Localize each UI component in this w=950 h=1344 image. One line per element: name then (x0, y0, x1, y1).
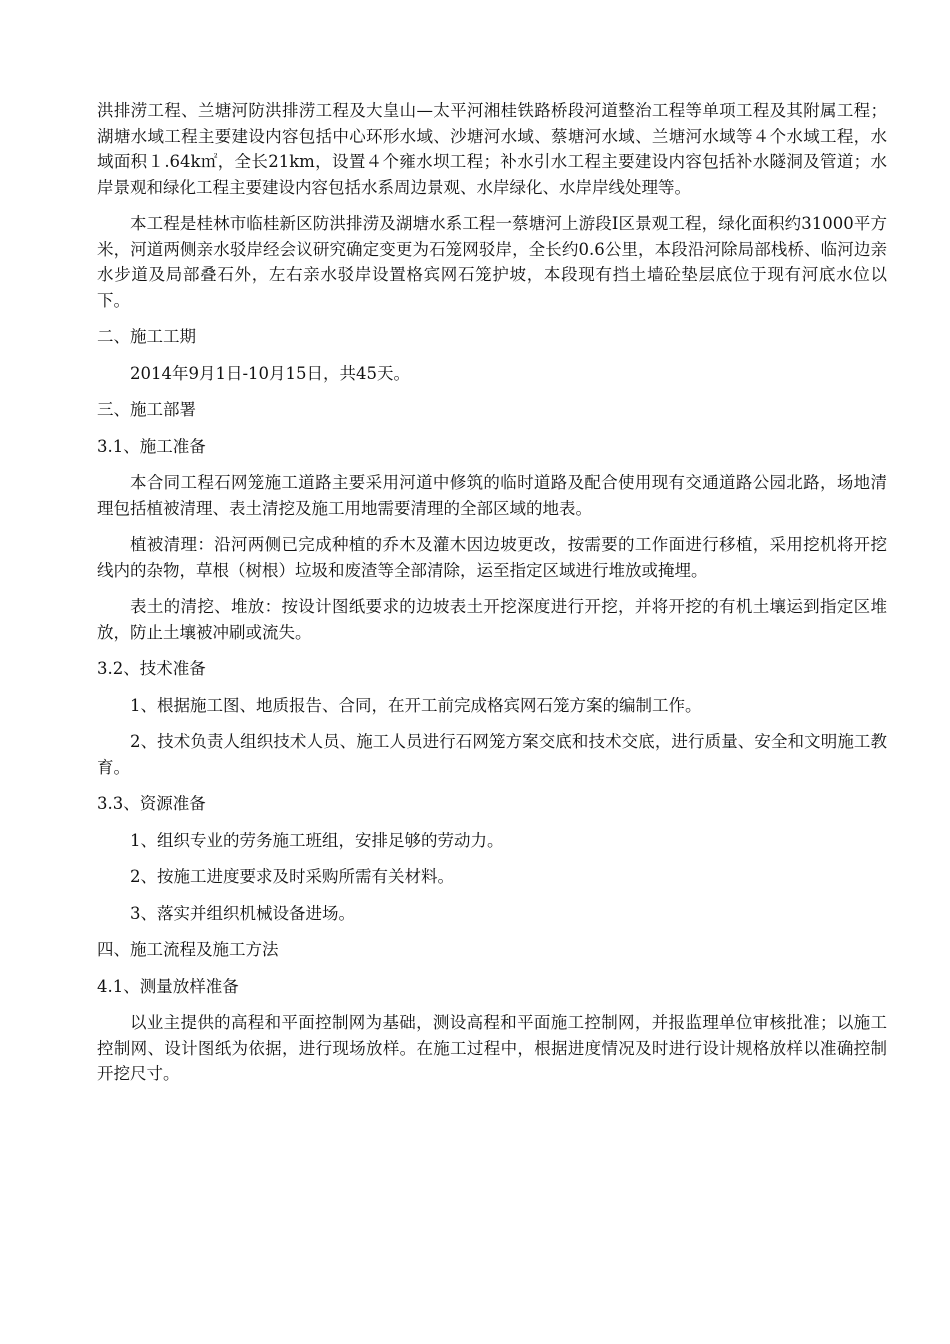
heading-survey-setout: 4.1、测量放样准备 (97, 976, 239, 996)
paragraph-vegetation-clearing: 植被清理：沿河两侧已完成种植的乔木及灌木因边坡更改，按需要的工作面进行移植，采用挖机将开挖线内的杂物，草根（树根）垃圾和废渣等全部清除，运至指定区域进行堆放或掩埋。 (97, 535, 887, 580)
heading-construction-preparation: 3.1、施工准备 (97, 436, 206, 456)
document-body (97, 98, 887, 1087)
list-item-technical-1: 1、根据施工图、地质报告、合同，在开工前完成格宾网石笼方案的编制工作。 (130, 695, 702, 715)
paragraph-project-description: 本工程是桂林市临桂新区防洪排涝及湖塘水系工程一蔡塘河上游段Ⅰ区景观工程，绿化面积约31000平方米，河道两侧亲水驳岸经会议研究确定变更为石笼网驳岸，全长约0.6公里，本段沿河除局部栈桥、临河边亲水步道及局部叠石外，左右亲水驳岸设置格宾网石笼护坡，本段现有挡土墙砼垫层底位于现有河底水位以下。 (97, 214, 887, 310)
heading-construction-period: 二、施工工期 (97, 327, 196, 346)
list-item-technical-2: 2、技术负责人组织技术人员、施工人员进行石网笼方案交底和技术交底，进行质量、安全和文明施工教育。 (97, 732, 887, 777)
list-item-resource-1: 1、组织专业的劳务施工班组，安排足够的劳动力。 (130, 830, 504, 850)
heading-technical-preparation: 3.2、技术准备 (97, 659, 206, 678)
heading-construction-deployment: 三、施工部署 (97, 400, 196, 419)
heading-resource-preparation: 3.3、资源准备 (97, 794, 206, 813)
paragraph-project-scope: 洪排涝工程、兰塘河防洪排涝工程及大皇山—太平河湘桂铁路桥段河道整治工程等单项工程及其附属工程；湖塘水域工程主要建设内容包括中心环形水域、沙塘河水域、蔡塘河水域、兰塘河水域等４个水域工程，水域面积１.64k㎡，全长21km，设置４个雍水坝工程；补水引水工程主要建设内容包括补水隧洞及管道；水岸景观和绿化工程主要建设内容包括水系周边景观、水岸绿化、水岸岸线处理等。 (97, 101, 887, 197)
heading-process-and-methods: 四、施工流程及施工方法 (97, 940, 279, 959)
paragraph-topsoil-clearing: 表土的清挖、堆放：按设计图纸要求的边坡表土开挖深度进行开挖，并将开挖的有机土壤运到指定区堆放，防止土壤被冲刷或流失。 (97, 597, 887, 642)
paragraph-construction-dates: 2014年9月1日-10月15日，共45天。 (130, 363, 411, 383)
list-item-resource-3: 3、落实并组织机械设备进场。 (130, 903, 355, 923)
paragraph-site-roads: 本合同工程石网笼施工道路主要采用河道中修筑的临时道路及配合使用现有交通道路公园北路，场地清理包括植被清理、表土清挖及施工用地需要清理的全部区域的地表。 (97, 473, 887, 518)
list-item-resource-2: 2、按施工进度要求及时采购所需有关材料。 (130, 867, 454, 886)
paragraph-survey-setout: 以业主提供的高程和平面控制网为基础，测设高程和平面施工控制网，并报监理单位审核批准；以施工控制网、设计图纸为依据，进行现场放样。在施工过程中，根据进度情况及时进行设计规格放样以准确控制开挖尺寸。 (97, 1013, 887, 1083)
